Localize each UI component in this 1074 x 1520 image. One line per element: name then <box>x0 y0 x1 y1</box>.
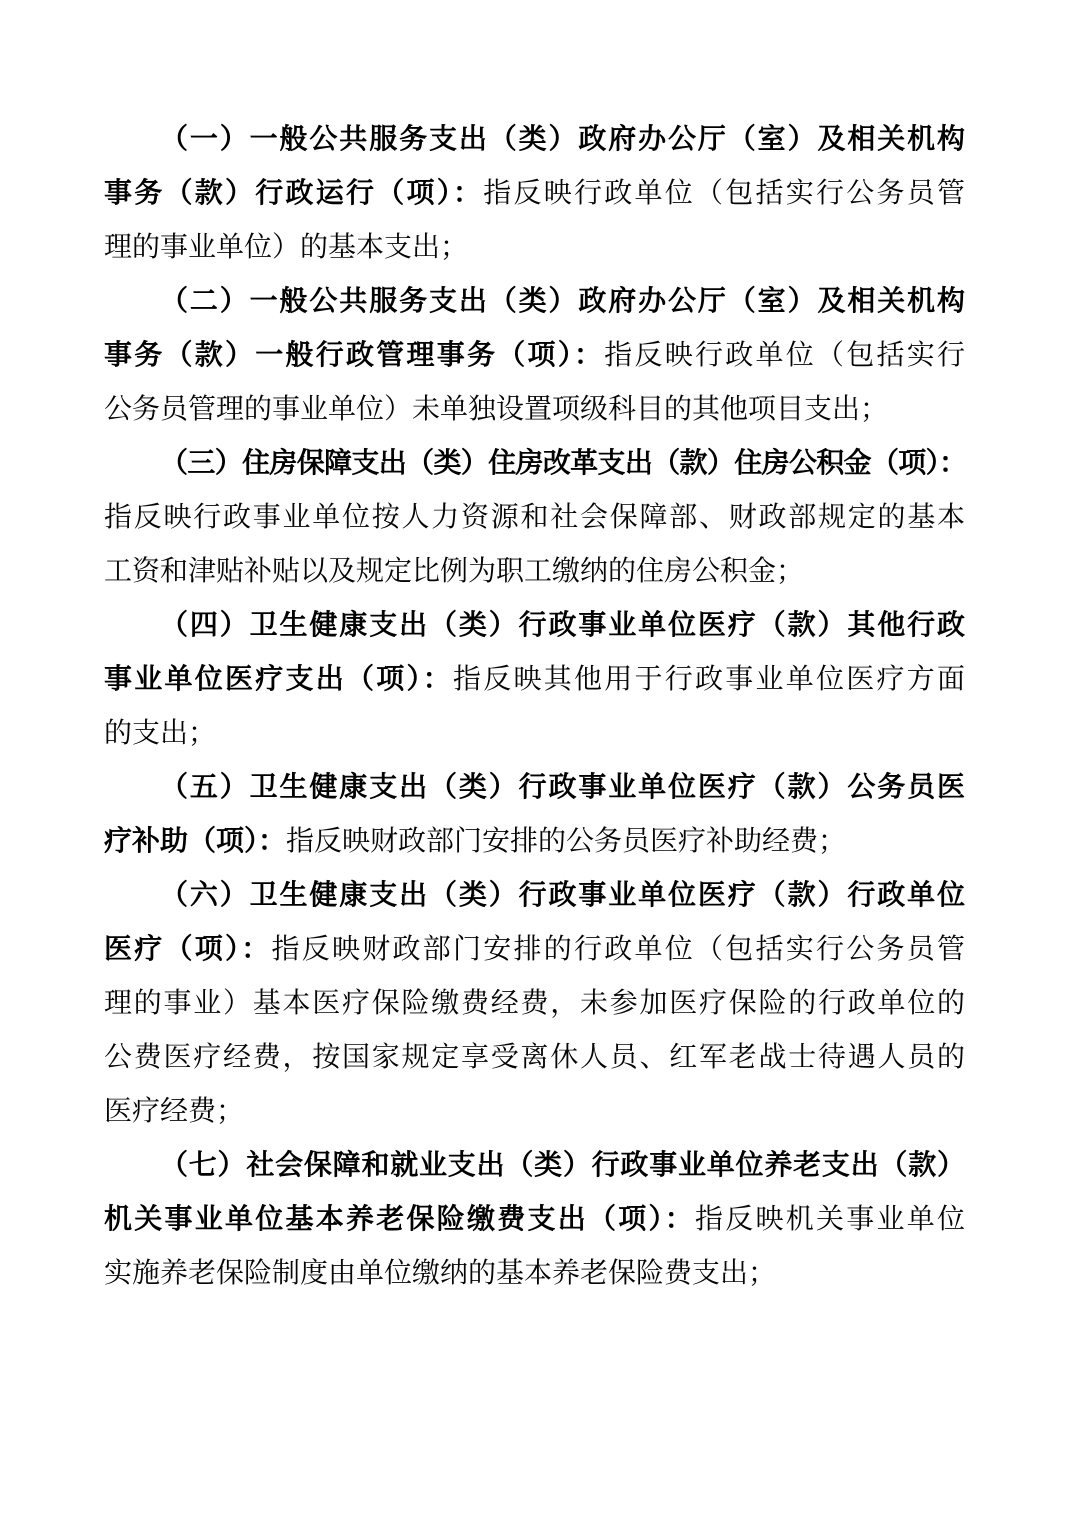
body-text-segment: 理的事业单位）的基本支出； <box>104 232 469 263</box>
document-line <box>104 1193 965 1247</box>
heading-text-segment: （一）一般公共服务支出（类）政府办公厅（室）及相关机构 <box>160 124 965 155</box>
body-text-segment: 医疗经费； <box>104 1096 245 1127</box>
heading-text-segment: 机关事业单位基本养老保险缴费支出（项）： <box>104 1204 695 1235</box>
body-text-segment: 公务员管理的事业单位）未单独设置项级科目的其他项目支出； <box>104 394 889 425</box>
heading-text-segment: 医疗（项）： <box>104 934 272 965</box>
heading-text-segment: （三）住房保障支出（类）住房改革支出（款）住房公积金（项）： <box>160 448 965 479</box>
document-text-block <box>104 113 965 1301</box>
document-line <box>104 491 965 545</box>
heading-text-segment: （四）卫生健康支出（类）行政事业单位医疗（款）其他行政 <box>160 610 965 641</box>
body-text-segment: 指反映其他用于行政事业单位医疗方面 <box>453 664 965 695</box>
heading-text-segment: （五）卫生健康支出（类）行政事业单位医疗（款）公务员医 <box>160 772 965 803</box>
document-line <box>104 653 965 707</box>
paragraph-item-三 <box>104 437 965 599</box>
document-line <box>104 113 965 167</box>
body-text-segment: 理的事业）基本医疗保险缴费经费，未参加医疗保险的行政单位的 <box>104 988 965 1019</box>
heading-text-segment: （六）卫生健康支出（类）行政事业单位医疗（款）行政单位 <box>160 880 965 911</box>
document-line <box>104 1139 965 1193</box>
paragraph-item-七 <box>104 1139 965 1301</box>
heading-text-segment: （七）社会保障和就业支出（类）行政事业单位养老支出（款） <box>160 1150 965 1181</box>
body-text-segment: 指反映行政事业单位按人力资源和社会保障部、财政部规定的基本 <box>104 502 965 533</box>
body-text-segment: 指反映行政单位（包括实行公务员管 <box>483 178 965 209</box>
document-line <box>104 815 965 869</box>
heading-text-segment: 事务（款）一般行政管理事务（项）： <box>104 340 605 371</box>
body-text-segment: 指反映财政部门安排的公务员医疗补助经费； <box>286 826 847 857</box>
paragraph-item-六 <box>104 869 965 1139</box>
body-text-segment: 指反映机关事业单位 <box>694 1204 965 1235</box>
document-line <box>104 1085 965 1139</box>
document-line <box>104 1031 965 1085</box>
document-line <box>104 977 965 1031</box>
body-text-segment: 公费医疗经费，按国家规定享受离休人员、红军老战士待遇人员的 <box>104 1042 965 1073</box>
body-text-segment: 实施养老保险制度由单位缴纳的基本养老保险费支出； <box>104 1258 777 1289</box>
body-text-segment: 工资和津贴补贴以及规定比例为职工缴纳的住房公积金； <box>104 556 805 587</box>
heading-text-segment: （二）一般公共服务支出（类）政府办公厅（室）及相关机构 <box>160 286 965 317</box>
document-line <box>104 599 965 653</box>
document-line <box>104 437 965 491</box>
heading-text-segment: 疗补助（项）： <box>104 826 287 857</box>
heading-text-segment: 事务（款）行政运行（项）： <box>104 178 484 209</box>
heading-text-segment: 事业单位医疗支出（项）： <box>104 664 453 695</box>
document-line <box>104 383 965 437</box>
paragraph-item-四 <box>104 599 965 761</box>
body-text-segment: 指反映行政单位（包括实行 <box>604 340 965 371</box>
document-line <box>104 869 965 923</box>
document-line <box>104 275 965 329</box>
paragraph-item-二 <box>104 275 965 437</box>
document-line <box>104 707 965 761</box>
paragraph-item-一 <box>104 113 965 275</box>
document-line <box>104 167 965 221</box>
document-line <box>104 545 965 599</box>
paragraph-item-五 <box>104 761 965 869</box>
document-line <box>104 761 965 815</box>
body-text-segment: 的支出； <box>104 718 217 749</box>
body-text-segment: 指反映财政部门安排的行政单位（包括实行公务员管 <box>271 934 965 965</box>
document-line <box>104 221 965 275</box>
document-line <box>104 1247 965 1301</box>
document-line <box>104 329 965 383</box>
document-line <box>104 923 965 977</box>
